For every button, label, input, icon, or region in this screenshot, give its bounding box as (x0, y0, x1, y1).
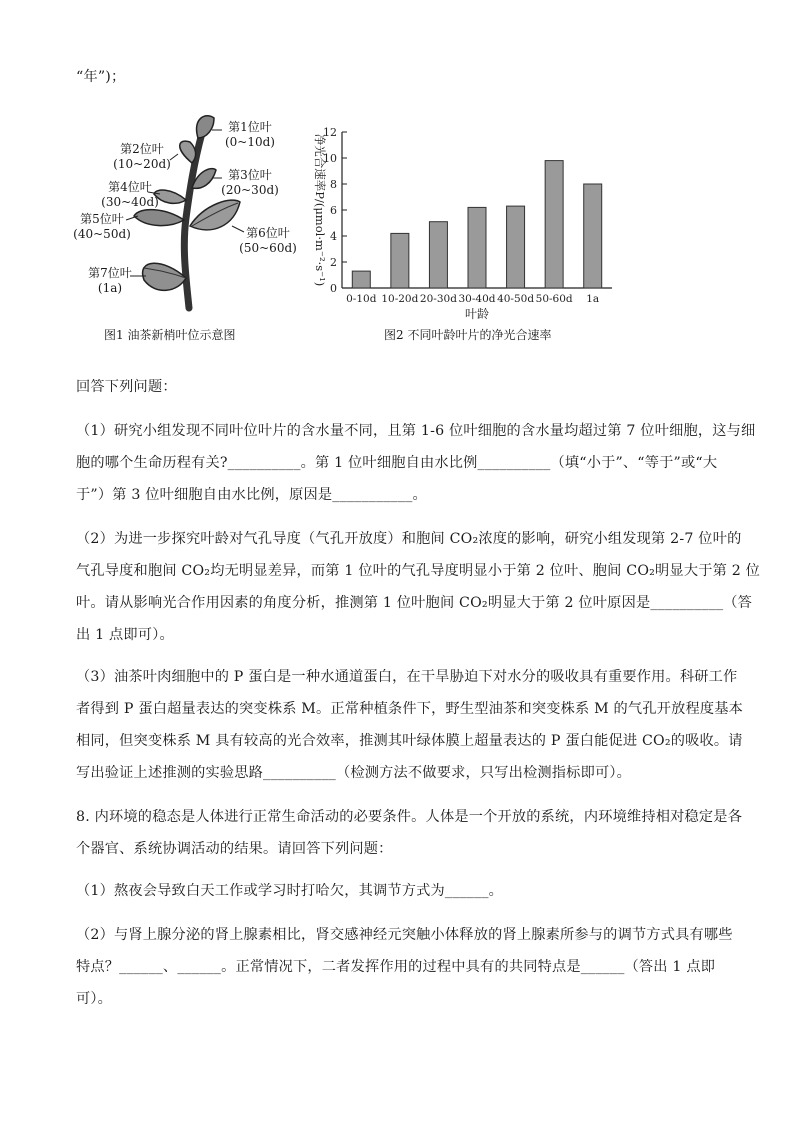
bar-30-40d (468, 207, 486, 288)
leaf-label-2: 第2位叶 (10~20d) (113, 142, 171, 171)
figure1-caption: 图1 油茶新梢叶位示意图 (104, 328, 236, 342)
q3-line-4: 写出验证上述推测的实验思路__________（检测方法不做要求，只写出检测指标即可）。 (76, 765, 632, 781)
bar-50-60d (545, 161, 563, 288)
y-axis-label: 净光合速率P/(μmol·m⁻²·s⁻¹) (313, 133, 327, 287)
intro-text: 回答下列问题： (76, 379, 177, 395)
bar-1a (584, 184, 602, 288)
q2-line-3: 叶。请从影响光合作用因素的角度分析，推测第 1 位叶胞间 CO₂明显大于第 2 位叶原因是__________（答 (76, 595, 753, 611)
q1-line-3: 于”）第 3 位叶细胞自由水比例，原因是___________。 (76, 487, 427, 503)
x-tick-label: 1a (586, 293, 600, 305)
x-tick-label: 50-60d (535, 293, 573, 305)
figure2-caption: 图2 不同叶龄叶片的净光合速率 (384, 328, 552, 342)
q3-line-3: 相同，但突变株系 M 具有较高的光合效率，推测其叶绿体膜上超量表达的 P 蛋白能促进 CO₂的吸收。请 (76, 733, 743, 749)
leaf-label-6: 第6位叶 (50~60d) (239, 226, 297, 255)
q3-line-2: 者得到 P 蛋白超量表达的突变株系 M。正常种植条件下，野生型油茶和突变株系 M 的气孔开放程度基本 (76, 701, 744, 717)
q8-sub2-line-3: 可）。 (76, 991, 113, 1007)
leaf-1 (197, 116, 214, 138)
x-axis-label: 叶龄 (464, 307, 490, 321)
leaf-label-7: 第7位叶 (1a) (88, 266, 132, 295)
bar-20-30d (429, 222, 447, 288)
x-tick-label: 0-10d (346, 293, 377, 305)
y-tick-label: 0 (330, 282, 337, 295)
y-tick-label: 2 (330, 256, 337, 269)
q8-line-2: 个器官、系统协调活动的结果。请回答下列问题： (76, 841, 393, 857)
y-tick-label: 8 (330, 178, 337, 191)
q3-line-1: （3）油茶叶肉细胞中的 P 蛋白是一种水通道蛋白，在干旱胁迫下对水分的吸收具有重要作用。科研工作 (76, 669, 738, 685)
figure2-bar-chart (296, 124, 626, 324)
q8-sub1: （1）熬夜会导致白天工作或学习时打哈欠，其调节方式为______。 (76, 883, 504, 899)
bar-10-20d (391, 233, 409, 288)
q1-line-1: （1）研究小组发现不同叶位叶片的含水量不同，且第 1-6 位叶细胞的含水量均超过第 7 位叶细胞，这与细 (76, 423, 756, 439)
leaf-label-5: 第5位叶 (40~50d) (73, 212, 131, 241)
y-tick-label: 4 (330, 230, 337, 243)
y-tick-label: 6 (330, 204, 337, 217)
bar-40-50d (507, 206, 525, 288)
q2-line-4: 出 1 点即可）。 (76, 627, 174, 643)
x-tick-label: 30-40d (458, 293, 496, 305)
bar-0-10d (352, 271, 370, 288)
x-tick-label: 20-30d (419, 293, 457, 305)
leaf-label-1: 第1位叶 (0~10d) (224, 120, 275, 149)
x-tick-label: 40-50d (497, 293, 535, 305)
q8-line-1: 8. 内环境的稳态是人体进行正常生命活动的必要条件。人体是一个开放的系统，内环境维持相对稳定是各 (76, 809, 743, 825)
y-tick-label: 12 (323, 126, 337, 139)
leaf-label-3: 第3位叶 (20~30d) (221, 168, 279, 197)
leaf-label-4: 第4位叶 (30~40d) (101, 180, 159, 209)
top-line: “年”)； (76, 69, 126, 85)
q2-line-1: （2）为进一步探究叶龄对气孔导度（气孔开放度）和胞间 CO₂浓度的影响，研究小组发现第 2-7 位叶的 (76, 531, 742, 547)
q8-sub2-line-2: 特点？______、______。正常情况下，二者发挥作用的过程中具有的共同特点是______（答出 1 点即 (76, 959, 716, 975)
q8-sub2-line-1: （2）与肾上腺分泌的肾上腺素相比，肾交感神经元突触小体释放的肾上腺素所参与的调节方式具有哪些 (76, 927, 733, 943)
y-tick-label: 10 (323, 152, 337, 165)
x-tick-label: 10-20d (381, 293, 419, 305)
q2-line-2: 气孔导度和胞间 CO₂均无明显差异，而第 1 位叶的气孔导度明显小于第 2 位叶、胞间 CO₂明显大于第 2 位 (76, 563, 761, 579)
q1-line-2: 胞的哪个生命历程有关?__________。第 1 位叶细胞自由水比例__________（填“小于”、“等于”或“大 (76, 455, 718, 471)
